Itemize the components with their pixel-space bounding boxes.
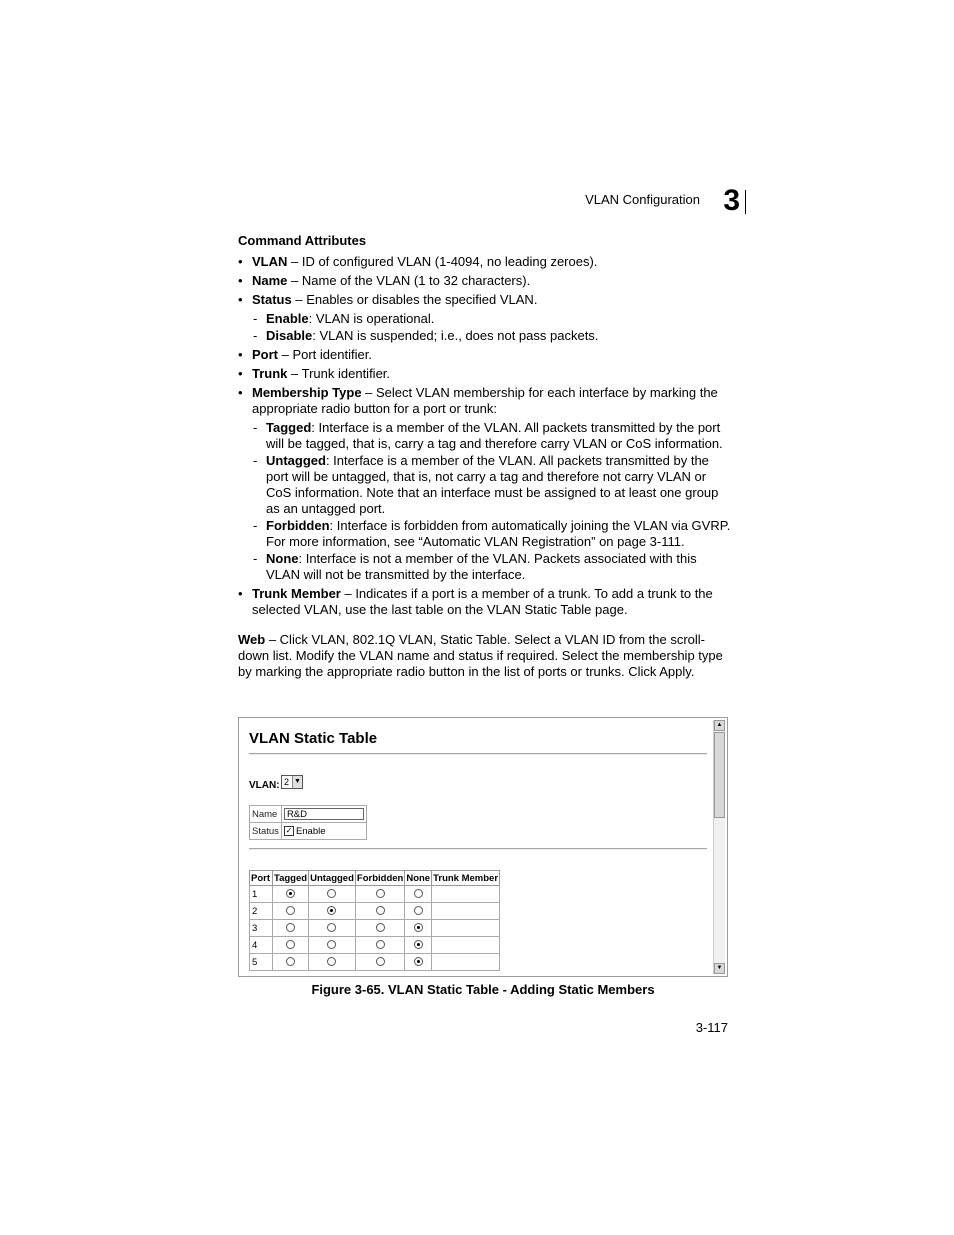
radio-cell	[405, 920, 432, 937]
sub-desc: : Interface is not a member of the VLAN. Packets associated with this VLAN will not be transmitted by the interface.	[266, 551, 697, 582]
sub-term: None	[266, 551, 299, 566]
figure-caption: Figure 3-65. VLAN Static Table - Adding Static Members	[311, 982, 655, 997]
radio-none[interactable]	[414, 906, 423, 915]
radio-untagged[interactable]	[327, 906, 336, 915]
radio-untagged[interactable]	[327, 957, 336, 966]
attr-term: Port	[252, 347, 278, 362]
attr-desc: – Port identifier.	[278, 347, 372, 362]
status-label: Status	[250, 823, 282, 840]
radio-cell	[309, 954, 356, 971]
sub-desc: : VLAN is operational.	[308, 311, 435, 326]
sub-term: Disable	[266, 328, 313, 343]
name-status-table	[249, 805, 367, 840]
trunk-member-cell	[432, 920, 500, 937]
radio-tagged[interactable]	[286, 906, 295, 915]
attr-desc: – ID of configured VLAN (1-4094, no leading zeroes).	[287, 254, 598, 269]
radio-cell	[405, 886, 432, 903]
attr-port	[238, 347, 734, 363]
radio-cell	[405, 903, 432, 920]
sub-term: Enable	[266, 311, 309, 326]
radio-forbidden[interactable]	[376, 923, 385, 932]
running-header	[560, 184, 746, 218]
attr-term: VLAN	[252, 254, 288, 269]
radio-cell	[273, 886, 309, 903]
radio-forbidden[interactable]	[376, 889, 385, 898]
sub-desc: : Interface is a member of the VLAN. All packets transmitted by the port will be tagged, that is, carry a tag and therefore carry VLAN or CoS information.	[266, 420, 723, 451]
table-row	[250, 920, 500, 937]
radio-none[interactable]	[414, 957, 423, 966]
radio-cell	[309, 937, 356, 954]
sub-none	[252, 551, 734, 583]
sub-disable	[252, 328, 734, 344]
table-row	[250, 886, 500, 903]
body-content	[238, 233, 734, 680]
table-row	[250, 954, 500, 971]
web-paragraph	[238, 632, 734, 680]
vlan-label: VLAN:	[249, 780, 280, 791]
sub-term: Forbidden	[266, 518, 330, 533]
attr-trunk	[238, 366, 734, 382]
web-desc: – Click VLAN, 802.1Q VLAN, Static Table. Select a VLAN ID from the scroll-down list. Modify the VLAN name and status if required. Select the membership type by marking the appropriate radio button in the list of ports or trunks. Click Apply.	[238, 632, 723, 679]
attr-term: Trunk	[252, 366, 288, 381]
radio-none[interactable]	[414, 940, 423, 949]
radio-cell	[273, 954, 309, 971]
vlan-select[interactable]	[281, 775, 303, 789]
radio-cell	[355, 937, 404, 954]
sub-forbidden	[252, 518, 734, 550]
name-input[interactable]: R&D	[284, 808, 364, 820]
chapter-rule	[745, 190, 746, 214]
column-header: Trunk Member	[433, 872, 499, 884]
column-header: Untagged	[310, 872, 354, 884]
attr-term: Trunk Member	[252, 586, 341, 601]
status-enable-checkbox[interactable]: ✓	[285, 825, 293, 835]
attr-term: Name	[252, 273, 288, 288]
radio-untagged[interactable]	[327, 889, 336, 898]
attr-desc: – Select VLAN membership for each interface by marking the appropriate radio button for a port or trunk:	[252, 385, 718, 416]
attr-trunk-member	[238, 586, 734, 618]
radio-cell	[273, 920, 309, 937]
status-enable-label: Enable	[295, 825, 326, 837]
radio-tagged[interactable]	[286, 923, 295, 932]
radio-cell	[309, 903, 356, 920]
column-header: Forbidden	[356, 872, 404, 884]
attr-status	[238, 292, 734, 344]
attribute-list	[238, 254, 734, 618]
radio-cell	[273, 937, 309, 954]
port-number: 5	[250, 954, 273, 971]
table-row	[250, 903, 500, 920]
radio-untagged[interactable]	[327, 940, 336, 949]
trunk-member-cell	[432, 954, 500, 971]
table-row	[250, 937, 500, 954]
column-header: Port	[250, 871, 273, 886]
attr-desc: – Trunk identifier.	[287, 366, 391, 381]
name-cell	[281, 806, 366, 823]
sub-desc: : VLAN is suspended; i.e., does not pass packets.	[312, 328, 599, 343]
sub-term: Tagged	[266, 420, 312, 435]
vlan-select-value: 2	[284, 777, 290, 787]
sub-term: Untagged	[266, 453, 326, 468]
status-row	[250, 823, 367, 840]
attr-desc: – Enables or disables the specified VLAN.	[291, 292, 538, 307]
attr-membership	[238, 385, 734, 583]
radio-cell	[355, 903, 404, 920]
header-title: VLAN Configuration	[585, 192, 700, 207]
sub-desc: : Interface is forbidden from automatically joining the VLAN via GVRP. For more information, see “Automatic VLAN Registration” on page 3-111.	[266, 518, 731, 549]
radio-tagged[interactable]	[286, 889, 295, 898]
vlan-static-table-screenshot	[238, 717, 728, 977]
port-number: 3	[250, 920, 273, 937]
section-heading: Command Attributes	[238, 233, 367, 248]
port-table-body	[250, 886, 500, 971]
radio-cell	[405, 954, 432, 971]
radio-cell	[355, 920, 404, 937]
web-term: Web	[238, 632, 266, 647]
page-number: 3-117	[695, 1020, 728, 1035]
radio-cell	[355, 954, 404, 971]
scroll-down-icon[interactable]: ▼	[714, 963, 725, 974]
radio-cell	[309, 920, 356, 937]
radio-cell	[273, 903, 309, 920]
port-table-header	[250, 871, 500, 886]
radio-cell	[309, 886, 356, 903]
sub-tagged	[252, 420, 734, 452]
title-divider	[249, 753, 707, 755]
radio-none[interactable]	[414, 923, 423, 932]
attr-desc: – Name of the VLAN (1 to 32 characters).	[287, 273, 531, 288]
sub-enable	[252, 311, 734, 327]
radio-untagged[interactable]	[327, 923, 336, 932]
scroll-up-icon[interactable]: ▲	[714, 720, 725, 731]
sub-desc: : Interface is a member of the VLAN. All packets transmitted by the port will be untagged, that is, not carry a tag and therefore not carry VLAN or CoS information. Note that an interface must be assigned to at least one group as an untagged port.	[266, 453, 719, 516]
status-sublist	[252, 311, 734, 344]
column-header: Tagged	[274, 872, 308, 884]
radio-forbidden[interactable]	[376, 906, 385, 915]
trunk-member-cell	[432, 937, 500, 954]
port-number: 4	[250, 937, 273, 954]
sub-untagged	[252, 453, 734, 517]
radio-forbidden[interactable]	[376, 957, 385, 966]
membership-sublist	[252, 420, 734, 583]
port-number: 1	[250, 886, 273, 903]
attr-desc: – Indicates if a port is a member of a trunk. To add a trunk to the selected VLAN, use the last table on the VLAN Static Table page.	[252, 586, 713, 617]
attr-term: Status	[252, 292, 292, 307]
status-cell	[281, 823, 366, 840]
vertical-scrollbar[interactable]	[713, 720, 725, 974]
trunk-member-cell	[432, 886, 500, 903]
attr-vlan	[238, 254, 734, 270]
attr-name	[238, 273, 734, 289]
trunk-member-cell	[432, 903, 500, 920]
attr-term: Membership Type	[252, 385, 362, 400]
radio-tagged[interactable]	[286, 957, 295, 966]
scroll-thumb[interactable]	[714, 732, 725, 818]
form-divider	[249, 848, 707, 850]
name-label: Name	[250, 806, 282, 823]
radio-none[interactable]	[414, 889, 423, 898]
radio-tagged[interactable]	[286, 940, 295, 949]
name-row	[250, 806, 367, 823]
figure-title: VLAN Static Table	[249, 730, 378, 747]
radio-cell	[355, 886, 404, 903]
chapter-number: 3	[723, 184, 740, 217]
column-header: None	[406, 872, 431, 884]
port-number: 2	[250, 903, 273, 920]
radio-forbidden[interactable]	[376, 940, 385, 949]
port-membership-table	[249, 870, 500, 971]
radio-cell	[405, 937, 432, 954]
chevron-down-icon[interactable]: ▼	[292, 776, 302, 788]
